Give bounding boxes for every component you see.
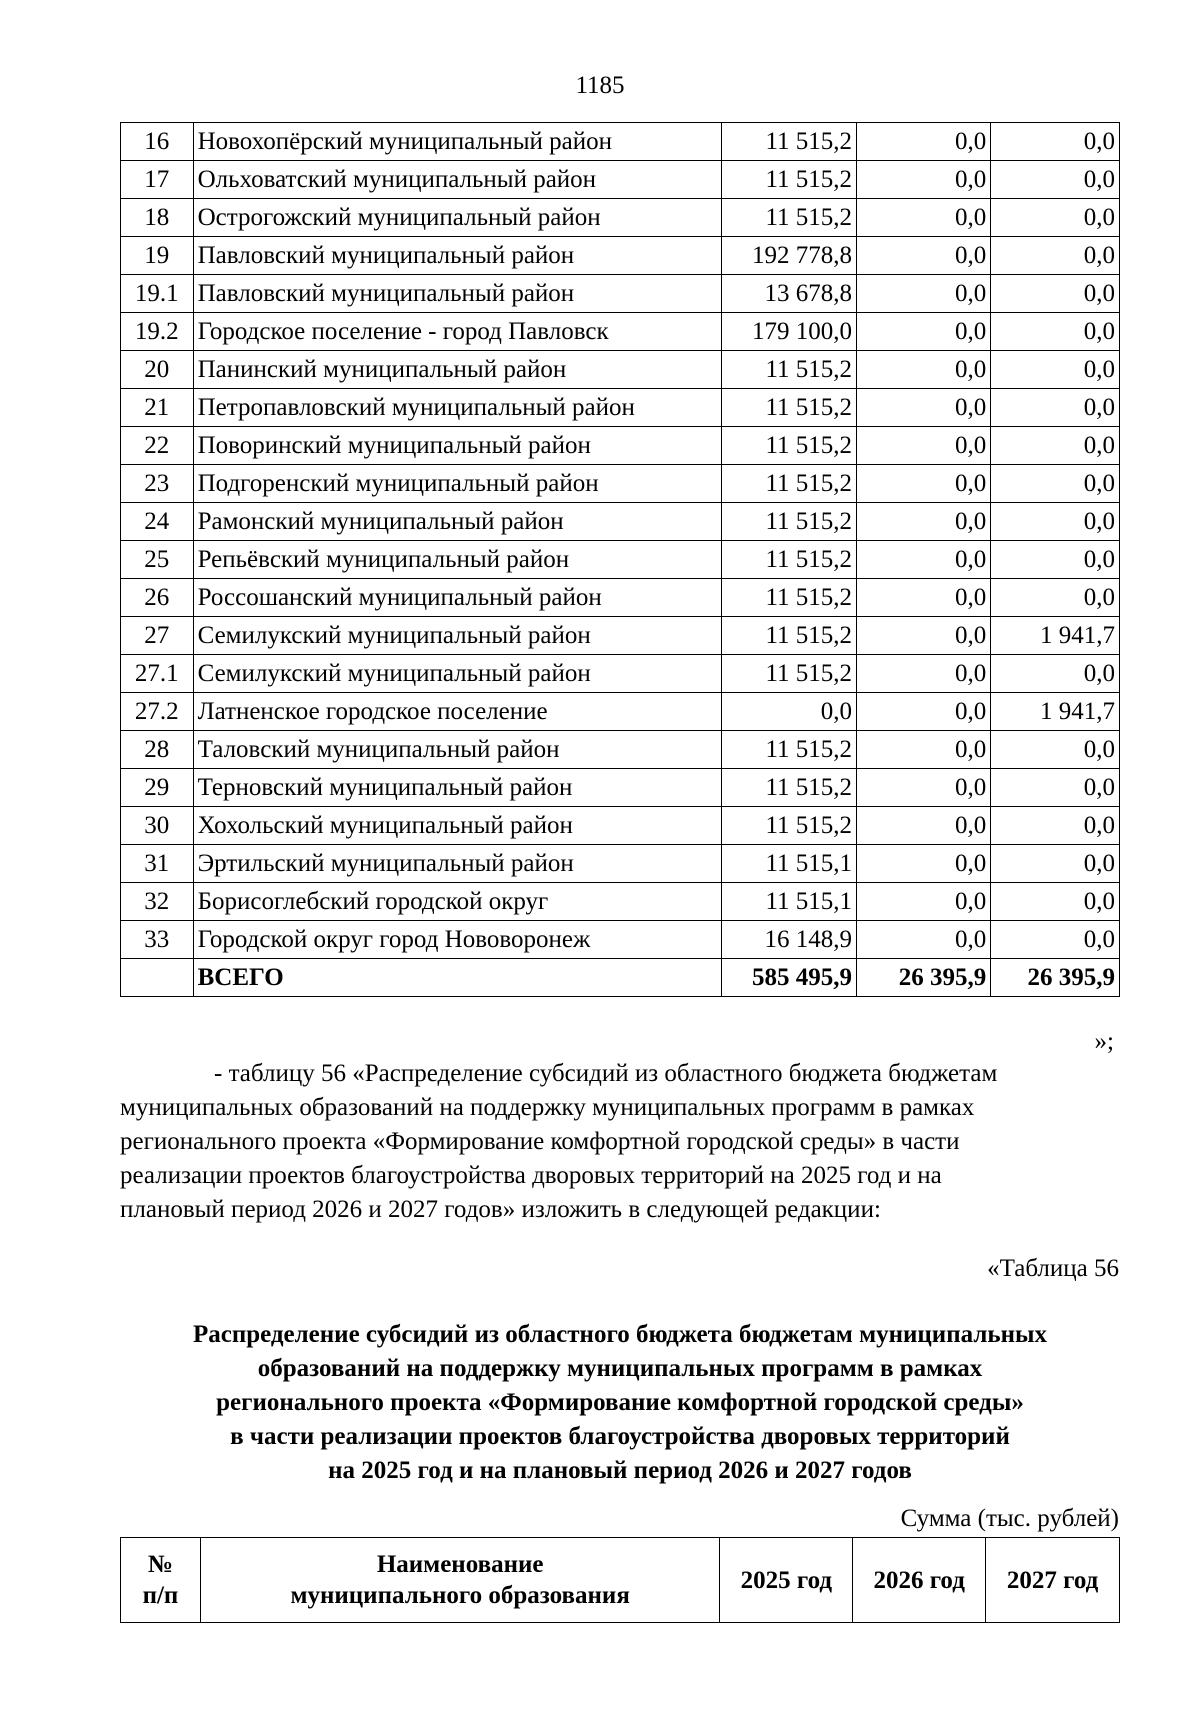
heading-line: на 2025 год и на плановый период 2026 и 2027 годов	[328, 1457, 912, 1484]
amount-2027-cell: 0,0	[991, 579, 1120, 617]
amount-2026-cell: 0,0	[857, 351, 991, 389]
table-row	[121, 199, 1120, 237]
header-row	[121, 1538, 1120, 1623]
amount-2025-cell: 11 515,2	[721, 579, 856, 617]
amount-2027-cell: 0,0	[991, 503, 1120, 541]
amount-2026-cell: 0,0	[857, 237, 991, 275]
amount-2025-cell: 13 678,8	[721, 275, 856, 313]
row-number-cell: 27.1	[121, 655, 194, 693]
amount-2026-cell: 0,0	[857, 845, 991, 883]
table-row	[121, 807, 1120, 845]
amount-2026-cell: 0,0	[857, 921, 991, 959]
municipality-name-cell: Таловский муниципальный район	[193, 731, 721, 769]
row-number-cell: 20	[121, 351, 194, 389]
paragraph-line: плановый период 2026 и 2027 годов» изложить в следующей редакции:	[120, 1196, 881, 1223]
municipality-name-cell: Семилукский муниципальный район	[193, 617, 721, 655]
heading-line: в части реализации проектов благоустройства дворовых территорий	[230, 1423, 1010, 1450]
amount-2025-cell: 11 515,1	[721, 845, 856, 883]
row-number-cell: 30	[121, 807, 194, 845]
amount-2025-cell: 11 515,2	[721, 427, 856, 465]
municipality-name-cell: Эртильский муниципальный район	[193, 845, 721, 883]
municipality-name-cell: Поворинский муниципальный район	[193, 427, 721, 465]
amount-2027-cell: 0,0	[991, 731, 1120, 769]
amount-2026-cell: 0,0	[857, 807, 991, 845]
amount-2026-cell: 0,0	[857, 731, 991, 769]
amount-2026-cell: 0,0	[857, 579, 991, 617]
amount-2027-cell: 0,0	[991, 313, 1120, 351]
row-number-cell: 22	[121, 427, 194, 465]
amount-2027-cell: 0,0	[991, 655, 1120, 693]
municipality-name-cell: Павловский муниципальный район	[193, 237, 721, 275]
municipality-name-cell: Петропавловский муниципальный район	[193, 389, 721, 427]
municipality-name-cell: Острогожский муниципальный район	[193, 199, 721, 237]
amount-2025-cell: 11 515,2	[721, 617, 856, 655]
amount-2027-cell: 0,0	[991, 161, 1120, 199]
amount-2027-cell: 1 941,7	[991, 693, 1120, 731]
header-num-line: п/п	[142, 1582, 179, 1609]
amount-2026-cell: 0,0	[857, 275, 991, 313]
table-label: «Таблица 56	[987, 1255, 1119, 1282]
row-number-cell: 18	[121, 199, 194, 237]
amount-2026-cell: 0,0	[857, 541, 991, 579]
heading-line: образований на поддержку муниципальных программ в рамках	[257, 1355, 983, 1382]
amount-2027-cell: 0,0	[991, 351, 1120, 389]
municipality-name-cell: Новохопёрский муниципальный район	[193, 123, 721, 161]
units-label: Сумма (тыс. рублей)	[900, 1505, 1119, 1532]
total-label-cell: ВСЕГО	[193, 959, 721, 997]
table-row	[121, 351, 1120, 389]
amount-2027-cell: 0,0	[991, 921, 1120, 959]
subsidy-table-continuation	[120, 122, 1120, 997]
row-number-cell: 23	[121, 465, 194, 503]
row-number-cell: 19.1	[121, 275, 194, 313]
amount-2025-cell: 11 515,1	[721, 883, 856, 921]
amount-2025-cell: 0,0	[721, 693, 856, 731]
municipality-name-cell: Борисоглебский городской округ	[193, 883, 721, 921]
table-row	[121, 237, 1120, 275]
row-number-cell: 21	[121, 389, 194, 427]
amount-2025-cell: 11 515,2	[721, 655, 856, 693]
table-row	[121, 769, 1120, 807]
total-row	[121, 959, 1120, 997]
table-row	[121, 123, 1120, 161]
row-number-cell: 33	[121, 921, 194, 959]
header-2026-cell: 2026 год	[853, 1538, 986, 1623]
table-row	[121, 579, 1120, 617]
amount-2025-cell: 11 515,2	[721, 351, 856, 389]
table-row	[121, 541, 1120, 579]
amount-2027-cell: 0,0	[991, 237, 1120, 275]
table-row	[121, 617, 1120, 655]
amount-2025-cell: 16 148,9	[721, 921, 856, 959]
total-num-cell	[121, 959, 194, 997]
amount-2027-cell: 0,0	[991, 427, 1120, 465]
municipality-name-cell: Городское поселение - город Павловск	[193, 313, 721, 351]
municipality-name-cell: Семилукский муниципальный район	[193, 655, 721, 693]
municipality-name-cell: Латненское городское поселение	[193, 693, 721, 731]
table-row	[121, 731, 1120, 769]
header-2027-cell: 2027 год	[986, 1538, 1120, 1623]
amount-2026-cell: 0,0	[857, 617, 991, 655]
amount-2027-cell: 0,0	[991, 883, 1120, 921]
amount-2025-cell: 11 515,2	[721, 807, 856, 845]
amount-2025-cell: 11 515,2	[721, 731, 856, 769]
amount-2026-cell: 0,0	[857, 465, 991, 503]
table-row	[121, 465, 1120, 503]
amount-2025-cell: 11 515,2	[721, 123, 856, 161]
amount-2025-cell: 11 515,2	[721, 199, 856, 237]
table-row	[121, 693, 1120, 731]
total-2025-cell: 585 495,9	[721, 959, 856, 997]
row-number-cell: 29	[121, 769, 194, 807]
amount-2027-cell: 0,0	[991, 465, 1120, 503]
row-number-cell: 19	[121, 237, 194, 275]
table-row	[121, 313, 1120, 351]
amendment-paragraph	[120, 1057, 1119, 1227]
municipality-name-cell: Панинский муниципальный район	[193, 351, 721, 389]
row-number-cell: 28	[121, 731, 194, 769]
paragraph-line: - таблицу 56 «Распределение субсидий из областного бюджета бюджетам	[214, 1060, 998, 1087]
header-num-cell	[121, 1538, 201, 1623]
municipality-name-cell: Рамонский муниципальный район	[193, 503, 721, 541]
municipality-name-cell: Репьёвский муниципальный район	[193, 541, 721, 579]
total-2027-cell: 26 395,9	[991, 959, 1120, 997]
amount-2026-cell: 0,0	[857, 503, 991, 541]
amount-2027-cell: 0,0	[991, 275, 1120, 313]
amount-2025-cell: 11 515,2	[721, 503, 856, 541]
amount-2027-cell: 0,0	[991, 541, 1120, 579]
header-num-line: №	[147, 1551, 174, 1578]
row-number-cell: 25	[121, 541, 194, 579]
amount-2025-cell: 192 778,8	[721, 237, 856, 275]
table-row	[121, 389, 1120, 427]
table-row	[121, 275, 1120, 313]
paragraph-line: муниципальных образований на поддержку муниципальных программ в рамках	[120, 1094, 975, 1121]
amount-2026-cell: 0,0	[857, 769, 991, 807]
amount-2026-cell: 0,0	[857, 161, 991, 199]
table-row	[121, 655, 1120, 693]
amount-2026-cell: 0,0	[857, 313, 991, 351]
municipality-name-cell: Павловский муниципальный район	[193, 275, 721, 313]
amount-2025-cell: 11 515,2	[721, 465, 856, 503]
row-number-cell: 27	[121, 617, 194, 655]
row-number-cell: 17	[121, 161, 194, 199]
row-number-cell: 31	[121, 845, 194, 883]
table-row	[121, 883, 1120, 921]
amount-2027-cell: 0,0	[991, 845, 1120, 883]
amount-2025-cell: 11 515,2	[721, 389, 856, 427]
amount-2027-cell: 0,0	[991, 389, 1120, 427]
header-name-line: муниципального образования	[290, 1582, 630, 1609]
municipality-name-cell: Терновский муниципальный район	[193, 769, 721, 807]
municipality-name-cell: Хохольский муниципальный район	[193, 807, 721, 845]
municipality-name-cell: Городской округ город Нововоронеж	[193, 921, 721, 959]
amount-2026-cell: 0,0	[857, 655, 991, 693]
amount-2027-cell: 0,0	[991, 769, 1120, 807]
amount-2025-cell: 179 100,0	[721, 313, 856, 351]
row-number-cell: 27.2	[121, 693, 194, 731]
heading-line: регионального проекта «Формирование комфортной городской среды»	[216, 1389, 1024, 1416]
row-number-cell: 16	[121, 123, 194, 161]
municipality-name-cell: Подгоренский муниципальный район	[193, 465, 721, 503]
heading-line: Распределение субсидий из областного бюджета бюджетам муниципальных	[192, 1321, 1048, 1348]
amount-2025-cell: 11 515,2	[721, 541, 856, 579]
header-name-line: Наименование	[376, 1551, 544, 1578]
row-number-cell: 19.2	[121, 313, 194, 351]
municipality-name-cell: Ольховатский муниципальный район	[193, 161, 721, 199]
amount-2027-cell: 0,0	[991, 807, 1120, 845]
row-number-cell: 26	[121, 579, 194, 617]
table-row	[121, 161, 1120, 199]
new-table-header	[120, 1537, 1120, 1623]
amount-2026-cell: 0,0	[857, 389, 991, 427]
page-number: 1185	[575, 72, 625, 99]
row-number-cell: 24	[121, 503, 194, 541]
table-heading	[120, 1318, 1120, 1488]
closing-quote: »;	[1094, 1028, 1114, 1055]
table-row	[121, 845, 1120, 883]
amount-2026-cell: 0,0	[857, 427, 991, 465]
paragraph-line: регионального проекта «Формирование комфортной городской среды» в части	[120, 1128, 960, 1155]
table-row	[121, 921, 1120, 959]
municipality-name-cell: Россошанский муниципальный район	[193, 579, 721, 617]
total-2026-cell: 26 395,9	[857, 959, 991, 997]
header-2025-cell: 2025 год	[720, 1538, 853, 1623]
amount-2027-cell: 0,0	[991, 199, 1120, 237]
row-number-cell: 32	[121, 883, 194, 921]
amount-2026-cell: 0,0	[857, 693, 991, 731]
table-row	[121, 427, 1120, 465]
header-name-cell	[200, 1538, 719, 1623]
amount-2026-cell: 0,0	[857, 883, 991, 921]
amount-2025-cell: 11 515,2	[721, 161, 856, 199]
table-row	[121, 503, 1120, 541]
amount-2027-cell: 1 941,7	[991, 617, 1120, 655]
amount-2026-cell: 0,0	[857, 123, 991, 161]
amount-2027-cell: 0,0	[991, 123, 1120, 161]
amount-2025-cell: 11 515,2	[721, 769, 856, 807]
amount-2026-cell: 0,0	[857, 199, 991, 237]
paragraph-line: реализации проектов благоустройства дворовых территорий на 2025 год и на	[120, 1162, 942, 1189]
